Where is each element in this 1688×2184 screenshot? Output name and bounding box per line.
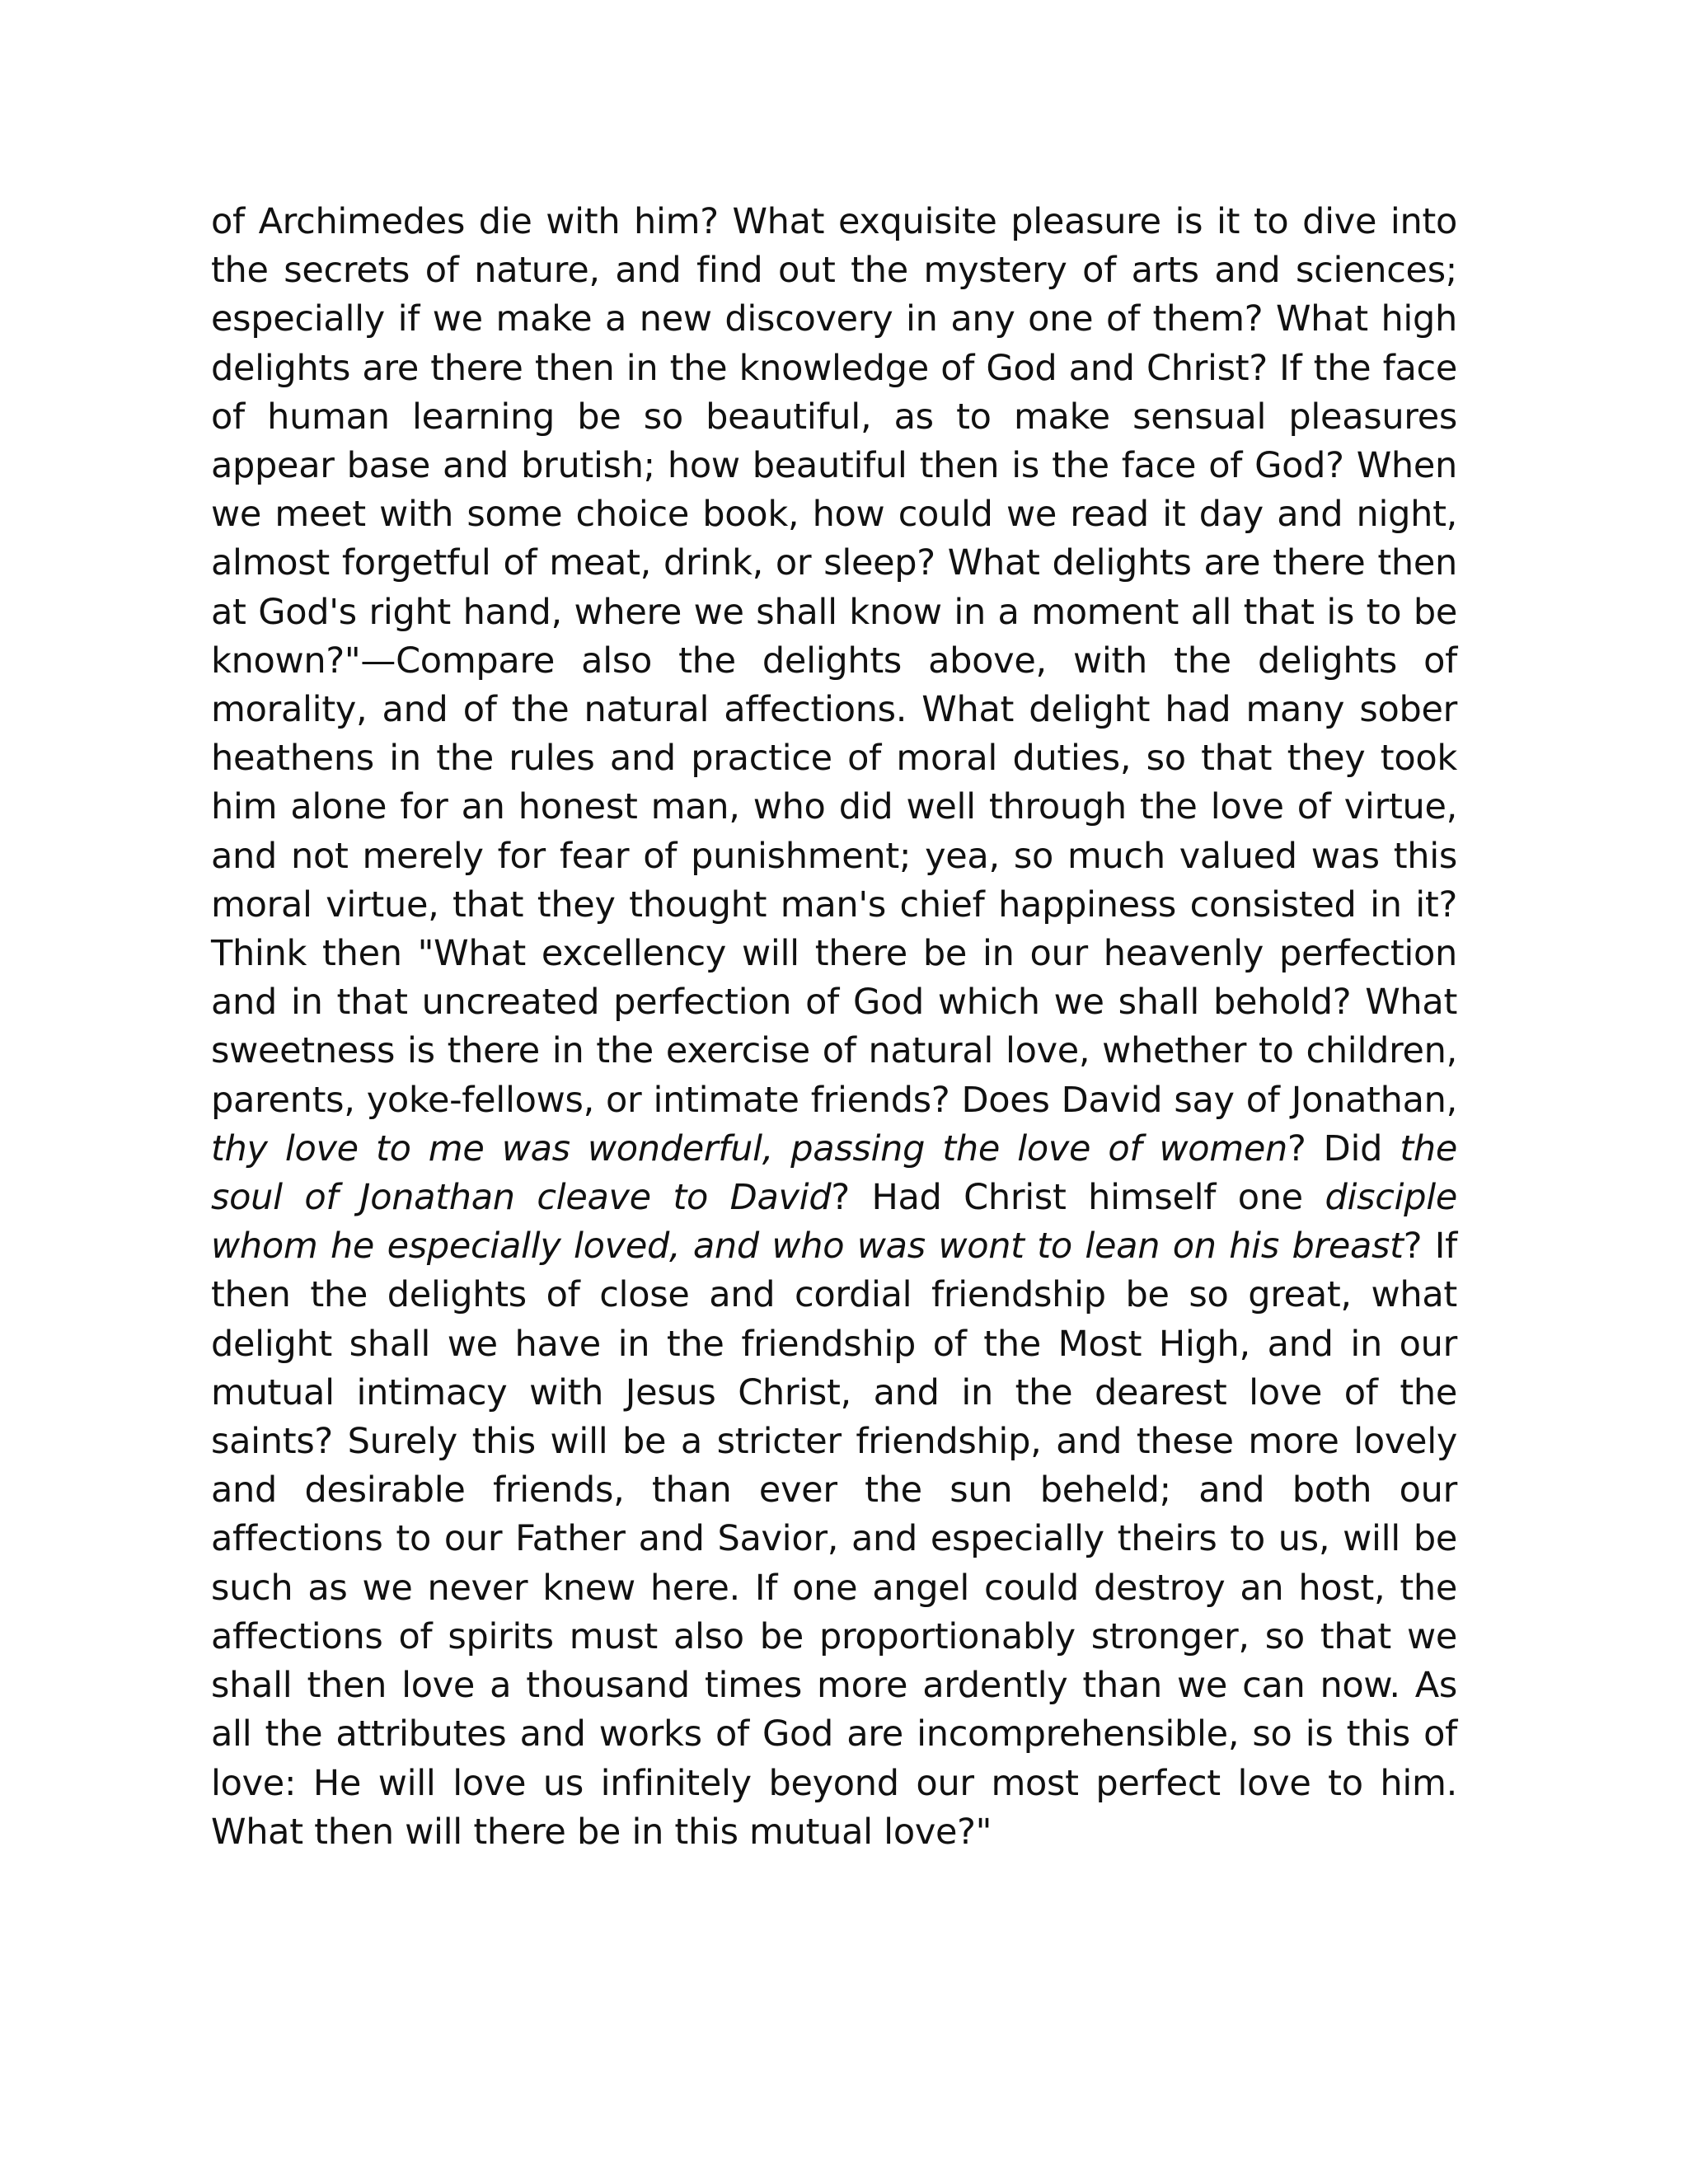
text-segment: ? Had Christ himself one: [831, 1177, 1325, 1219]
italic-quote: thy love to me was wonderful, passing the love of women: [211, 1127, 1287, 1169]
body-text: [211, 198, 1457, 1857]
italic-quote: the soul of Jonathan cleave to David: [211, 1127, 1458, 1219]
text-segment: ? Did: [1287, 1127, 1400, 1169]
text-segment: ? If then the delights of close and cordial friendship be so great, what delight shall we have in the friendship of the Most High, and in our mutual intimacy with Jesus Christ, and in the dearest love of the saints? Surely this will be a stricter friendship, and these more lovely and desirable friends, than ever the sun beheld; and both our affections to our Father and Savior, and especially theirs to us, will be such as we never knew here. If one angel could destroy an host, the affections of spirits must also be proportionably stronger, so that we shall then love a thousand times more ardently than we can now. As all the attributes and works of God are incomprehensible, so is this of love: He will love us infinitely beyond our most perfect love to him. What then will there be in this mutual love?": [211, 1226, 1457, 1853]
text-segment: of Archimedes die with him? What exquisite pleasure is it to dive into the secrets of nature, and find out the mystery of arts and sciences; especially if we make a new discovery in any one of them? What high delights are there then in the knowledge of God and Christ? If the face of human learning be so beautiful, as to make sensual pleasures appear base and brutish; how beautiful then is the face of God? When we meet with some choice book, how could we read it day and night, almost forgetful of meat, drink, or sleep? What delights are there then at God's right hand, where we shall know in a moment all that is to be known?"—Compare also the delights above, with the delights of morality, and of the natural affections. What delight had many sober heathens in the rules and practice of moral duties, so that they took him alone for an honest man, who did well through the love of virtue, and not merely for fear of punishment; yea, so much valued was this moral virtue, that they thought man's chief happiness consisted in it? Think then "What excellency will there be in our heavenly perfection and in that uncreated perfection of God which we shall behold? What sweetness is there in the exercise of natural love, whether to children, parents, yoke-fellows, or intimate friends? Does David say of Jonathan,: [211, 201, 1457, 1121]
paragraph: [211, 198, 1457, 1857]
italic-quote: disciple whom he especially loved, and who was wont to lean on his breast: [211, 1177, 1457, 1268]
